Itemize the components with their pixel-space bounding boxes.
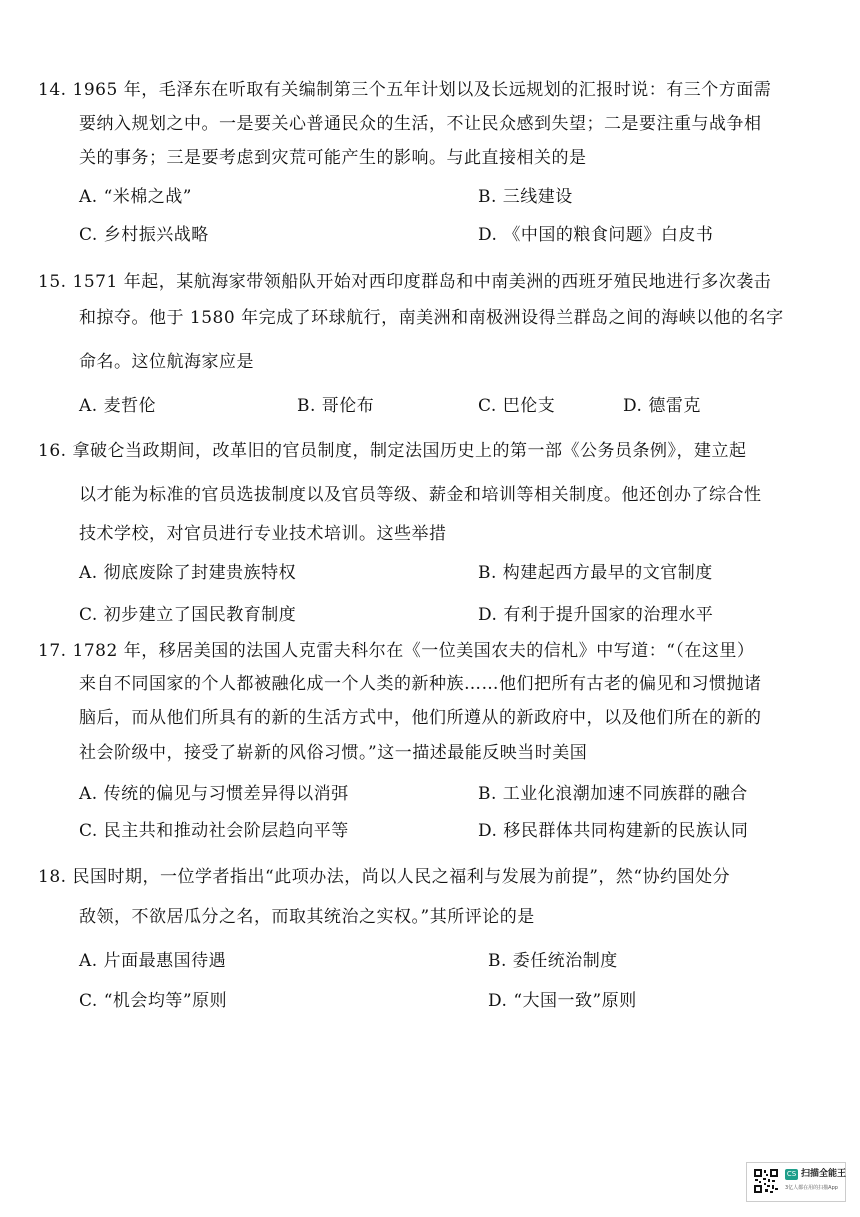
question-17-line-4: 社会阶级中，接受了崭新的风俗习惯。”这一描述最能反映当时美国 (79, 743, 588, 763)
watermark-subtitle: 3亿人都在用的扫描App (785, 1185, 838, 1191)
question-15-option-c: C. 巴伦支 (478, 396, 556, 416)
watermark-title: 扫描全能王 (801, 1169, 847, 1179)
question-14-option-a: A. “米棉之战” (79, 187, 192, 207)
question-15-option-d: D. 德雷克 (623, 396, 701, 416)
question-15-option-b: B. 哥伦布 (297, 396, 375, 416)
question-14-line-3: 关的事务；三是要考虑到灾荒可能产生的影响。与此直接相关的是 (79, 148, 587, 168)
question-16-line-3: 技术学校，对官员进行专业技术培训。这些举措 (79, 524, 447, 544)
scanner-watermark (746, 1162, 846, 1202)
question-15-number: 15. (38, 272, 67, 292)
question-16-number: 16. (38, 441, 67, 461)
question-14-option-b: B. 三线建设 (478, 187, 573, 207)
question-17-option-d: D. 移民群体共同构建新的民族认同 (478, 821, 749, 841)
question-16-line-2: 以才能为标准的官员选拔制度以及官员等级、薪金和培训等相关制度。他还创办了综合性 (79, 485, 762, 505)
question-17-line-1 (38, 640, 754, 662)
question-15-text-1: 1571 年起，某航海家带领船队开始对西印度群岛和中南美洲的西班牙殖民地进行多次袭击 (72, 272, 772, 292)
question-14-option-c: C. 乡村振兴战略 (79, 225, 209, 245)
question-14-line-2: 要纳入规划之中。一是要关心普通民众的生活，不让民众感到失望；二是要注重与战争相 (79, 114, 762, 134)
question-18-option-a: A. 片面最惠国待遇 (79, 951, 227, 971)
question-17-line-3: 脑后，而从他们所具有的新的生活方式中，他们所遵从的新政府中，以及他们所在的新的 (79, 708, 762, 728)
question-14-text-1: 1965 年，毛泽东在听取有关编制第三个五年计划以及长远规划的汇报时说：有三个方面需 (72, 80, 772, 100)
question-17-option-a: A. 传统的偏见与习惯差异得以消弭 (79, 784, 349, 804)
question-14-number: 14. (38, 80, 67, 100)
question-16-option-c: C. 初步建立了国民教育制度 (79, 605, 297, 625)
question-18-option-d: D. “大国一致”原则 (488, 991, 637, 1011)
question-17-option-b: B. 工业化浪潮加速不同族群的融合 (478, 784, 748, 804)
question-14-option-d: D. 《中国的粮食问题》白皮书 (478, 225, 714, 245)
question-16-option-a: A. 彻底废除了封建贵族特权 (79, 563, 297, 583)
question-17-number: 17. (38, 641, 67, 661)
question-15-line-3: 命名。这位航海家应是 (79, 352, 254, 372)
question-17-text-1: 1782 年，移居美国的法国人克雷夫科尔在《一位美国农夫的信札》中写道：“（在这里） (72, 641, 755, 661)
question-17-option-c: C. 民主共和推动社会阶层趋向平等 (79, 821, 349, 841)
question-18-number: 18. (38, 867, 67, 887)
question-18-line-1 (38, 866, 730, 888)
camscanner-logo-icon: CS (786, 1170, 797, 1178)
question-18-option-c: C. “机会均等”原则 (79, 991, 228, 1011)
question-15-line-1 (38, 271, 771, 293)
question-16-line-1 (38, 440, 747, 462)
question-14-line-1 (38, 79, 771, 101)
question-18-text-1: 民国时期，一位学者指出“此项办法，尚以人民之福利与发展为前提”，然“协约国处分 (72, 867, 731, 887)
question-18-line-2: 敌领，不欲居瓜分之名，而取其统治之实权。”其所评论的是 (79, 907, 535, 927)
question-15-line-2: 和掠夺。他于 1580 年完成了环球航行，南美洲和南极洲设得兰群岛之间的海峡以他的名字 (79, 308, 784, 328)
question-18-option-b: B. 委任统治制度 (488, 951, 618, 971)
question-15-option-a: A. 麦哲伦 (79, 396, 157, 416)
question-16-text-1: 拿破仑当政期间，改革旧的官员制度，制定法国历史上的第一部《公务员条例》，建立起 (72, 441, 747, 461)
qr-code-icon (753, 1168, 779, 1194)
question-16-option-d: D. 有利于提升国家的治理水平 (478, 605, 714, 625)
question-17-line-2: 来自不同国家的个人都被融化成一个人类的新种族……他们把所有古老的偏见和习惯抛诸 (79, 674, 762, 694)
question-16-option-b: B. 构建起西方最早的文官制度 (478, 563, 713, 583)
